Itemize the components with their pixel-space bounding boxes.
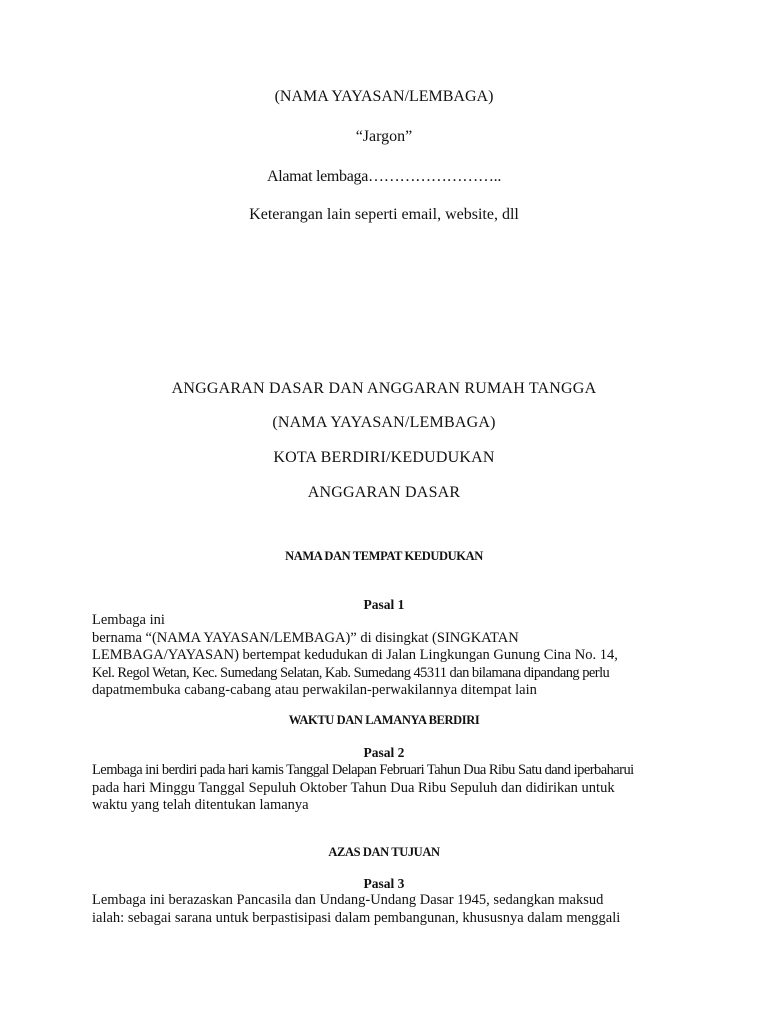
title-org-name: (NAMA YAYASAN/LEMBAGA)	[272, 414, 496, 431]
pasal-2-body	[92, 762, 692, 815]
section-heading-3: AZAS DAN TUJUAN	[328, 845, 440, 859]
title-anggaran-dasar: ANGGARAN DASAR	[307, 484, 461, 501]
body-line: Kel. Regol Wetan, Kec. Sumedang Selatan, Kab. Sumedang 45311 dan bilamana dipandang perlu	[92, 664, 610, 681]
body-line: Lembaga ini berdiri pada hari kamis Tanggal Delapan Februari Tahun Dua Ribu Satu dand iperbaharui	[92, 762, 634, 778]
body-line: waktu yang telah ditentukan lamanya	[92, 797, 309, 813]
other-info-text: Keterangan lain seperti email, website, dll	[249, 206, 519, 223]
body-line: ialah: sebagai sarana untuk berpastisipasi dalam pembangunan, khususnya dalam menggali	[92, 909, 621, 926]
jargon-text: “Jargon”	[355, 128, 413, 145]
title-city: KOTA BERDIRI/KEDUDUKAN	[273, 449, 495, 466]
document-title: ANGGARAN DASAR DAN ANGGARAN RUMAH TANGGA	[171, 380, 597, 397]
body-line: bernama “(NAMA YAYASAN/LEMBAGA)” di disingkat (SINGKATAN	[92, 629, 519, 646]
pasal-3-label: Pasal 3	[363, 876, 405, 891]
body-line: pada hari Minggu Tanggal Sepuluh Oktober Tahun Dua Ribu Sepuluh dan didirikan untuk	[92, 779, 615, 796]
body-line: dapatmembuka cabang-cabang atau perwakilan-perwakilannya ditempat lain	[92, 682, 537, 698]
body-line: Lembaga ini berazaskan Pancasila dan Undang-Undang Dasar 1945, sedangkan maksud	[92, 892, 604, 908]
body-line: LEMBAGA/YAYASAN) bertempat kedudukan di Jalan Lingkungan Gunung Cina No. 14,	[92, 647, 618, 663]
address-text: Alamat lembaga……………………..	[266, 168, 502, 185]
section-heading-1: NAMA DAN TEMPAT KEDUDUKAN	[285, 549, 483, 563]
org-name-header: (NAMA YAYASAN/LEMBAGA)	[274, 88, 494, 105]
pasal-1-body	[92, 612, 692, 700]
pasal-1-label: Pasal 1	[363, 597, 405, 612]
pasal-2-label: Pasal 2	[363, 745, 405, 760]
section-heading-2: WAKTU DAN LAMANYA BERDIRI	[288, 713, 480, 727]
body-line: Lembaga ini	[92, 612, 165, 628]
pasal-3-body	[92, 892, 692, 927]
